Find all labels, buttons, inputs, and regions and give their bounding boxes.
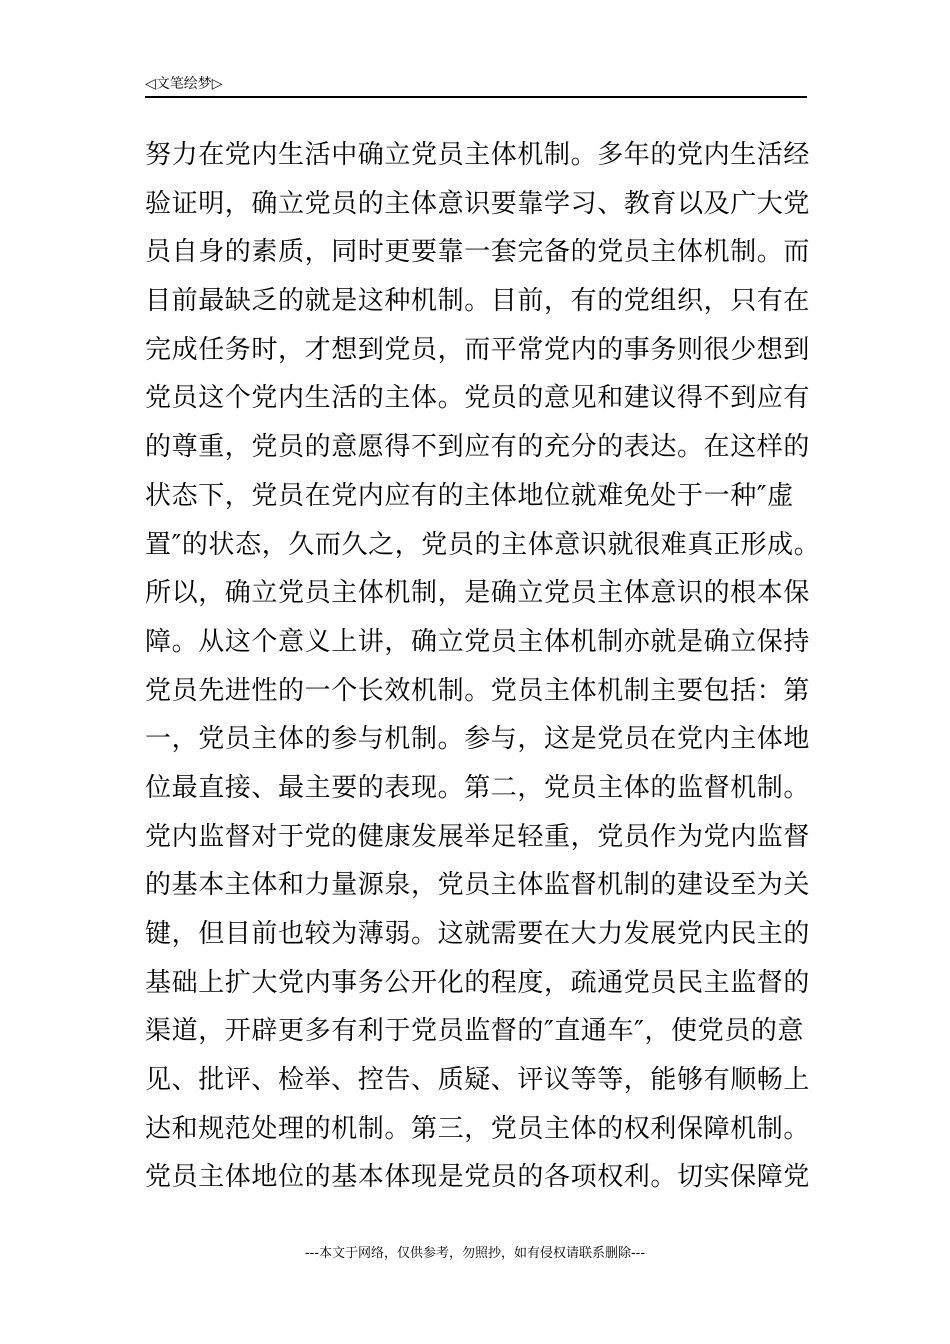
body-line: 置″的状态，久而久之，党员的主体意识就很难真正形成。: [145, 529, 821, 560]
body-line: 达和规范处理的机制。第三，党员主体的权利保障机制。: [145, 1113, 811, 1144]
page-footer: ---本文于网络，仅供参考，勿照抄，如有侵权请联系删除---: [304, 1246, 646, 1261]
body-line: 状态下，党员在党内应有的主体地位就难免处于一种″虚: [145, 480, 794, 511]
body-line: 键，但目前也较为薄弱。这就需要在大力发展党内民主的: [145, 919, 811, 949]
body-line: 努力在党内生活中确立党员主体机制。多年的党内生活经: [145, 140, 811, 170]
body-line: 完成任务时，才想到党员，而平常党内的事务则很少想到: [145, 334, 811, 365]
body-line: 一，党员主体的参与机制。参与，这是党员在党内主体地: [145, 724, 811, 755]
body-line: 见、批评、检举、控告、质疑、评议等等，能够有顺畅上: [145, 1065, 811, 1096]
body-line: 验证明，确立党员的主体意识要靠学习、教育以及广大党: [145, 188, 811, 219]
body-line: 所以，确立党员主体机制，是确立党员主体意识的根本保: [145, 578, 811, 609]
body-line: 的基本主体和力量源泉，党员主体监督机制的建设至为关: [145, 870, 811, 901]
body-line: 目前最缺乏的就是这种机制。目前，有的党组织，只有在: [145, 286, 811, 317]
body-line: 党员先进性的一个长效机制。党员主体机制主要包括：第: [145, 675, 811, 706]
body-line: 党员这个党内生活的主体。党员的意见和建议得不到应有: [145, 383, 811, 414]
body-line: 党员主体地位的基本体现是党员的各项权利。切实保障党: [145, 1162, 811, 1193]
body-line: 基础上扩大党内事务公开化的程度，疏通党员民主监督的: [145, 967, 811, 998]
page-header: [145, 74, 807, 98]
body-line: 员自身的素质，同时更要靠一套完备的党员主体机制。而: [145, 237, 811, 268]
document-body: [145, 131, 821, 1202]
body-line: 位最直接、最主要的表现。第二，党员主体的监督机制。: [145, 772, 811, 803]
body-line: 的尊重，党员的意愿得不到应有的充分的表达。在这样的: [145, 432, 811, 463]
body-line: 障。从这个意义上讲，确立党员主体机制亦就是确立保持: [145, 626, 811, 657]
body-line: 党内监督对于党的健康发展举足轻重，党员作为党内监督: [145, 821, 811, 852]
header-title: ◁文笔绘梦▷: [145, 76, 223, 92]
body-line: 渠道，开辟更多有利于党员监督的″直通车″，使党员的意: [145, 1016, 805, 1047]
